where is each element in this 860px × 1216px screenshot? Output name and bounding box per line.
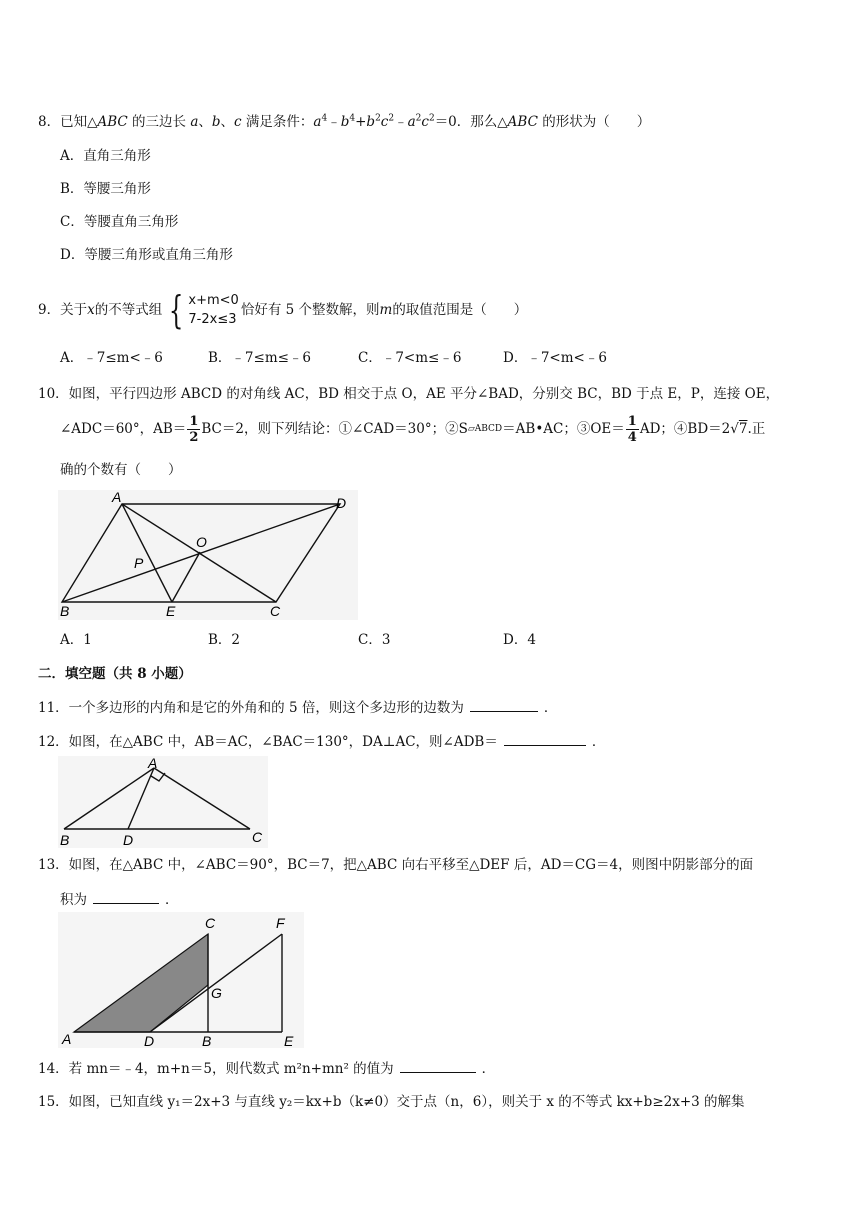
q8-option-b: B．等腰三角形: [60, 181, 151, 197]
question-14: [38, 1058, 495, 1079]
q10-fraction-half: $\frac{1}{2}$: [189, 413, 199, 445]
question-15: 15．如图，已知直线 y₁＝2x+3 与直线 y₂＝kx+b（k≠0）交于点（n，6），则关于 x 的不等式 kx+b≥2x+3 的解集: [38, 1094, 745, 1110]
q9-inequality-1: x+m<0: [188, 293, 239, 308]
q9-m: m: [379, 302, 393, 318]
q10-option-d: D．4: [503, 632, 536, 648]
q9-text: 9．关于: [38, 302, 88, 318]
section-title: 二．填空题（共 8 小题）: [38, 666, 192, 682]
label-g: G: [211, 985, 222, 1001]
q12-text: 12．如图，在△ABC 中，AB＝AC，∠BAC＝130°，DA⊥AC，则∠ADB＝: [38, 734, 498, 750]
question-13-line2: [60, 889, 179, 910]
q9-inequality-2: 7-2x≤3: [188, 312, 237, 327]
q8-text: 的三边长: [127, 114, 191, 130]
question-11: [38, 697, 557, 718]
q10-text: ＝AB•AC；③OE＝: [502, 421, 625, 437]
question-8-stem: [38, 112, 650, 132]
q8-a: a: [190, 114, 199, 130]
q9-option-b: B．﹣7≤m≤﹣6: [208, 350, 312, 366]
q10-text: .正: [747, 421, 766, 437]
q10-text: AD；④BD＝2: [639, 421, 731, 437]
answer-blank: [470, 697, 538, 712]
q8-formula: $a^4﹣b^4+b^2c^2﹣a^2c^2=0$: [313, 113, 457, 130]
q9-option-a: A．﹣7≤m<﹣6: [60, 350, 163, 366]
q9-x: x: [87, 302, 95, 318]
q11-tail: ．: [543, 700, 558, 716]
q14-tail: ．: [481, 1061, 496, 1077]
q10-text: BC＝2，则下列结论：①∠CAD＝30°；②S: [201, 421, 468, 437]
q8-sep: 、: [220, 114, 235, 130]
q8-text: 8．已知△: [38, 114, 98, 130]
q10-option-c: C．3: [358, 632, 391, 648]
q10-option-a: A．1: [60, 632, 92, 648]
label-a: A: [148, 756, 158, 771]
q8-sep: 、: [198, 114, 212, 130]
q8-abc: ABC: [97, 114, 128, 130]
parallelogram-figure: [58, 490, 358, 620]
label-c: C: [270, 603, 281, 619]
q8-abc: ABC: [507, 114, 538, 130]
question-10-line1: 10．如图，平行四边形 ABCD 的对角线 AC，BD 相交于点 O，AE 平分∠BAD，分别交 BC，BD 于点 E，P，连接 OE，: [38, 386, 780, 402]
label-c: C: [205, 915, 216, 931]
q9-text: 的不等式组: [94, 302, 163, 318]
q8-text: ．那么△: [456, 114, 508, 130]
label-e: E: [166, 603, 176, 619]
label-f: F: [276, 915, 285, 931]
q9-option-c: C．﹣7<m≤﹣6: [358, 350, 462, 366]
q8-text: 的形状为（ ）: [537, 114, 651, 130]
question-10-line3: 确的个数有（ ）: [60, 462, 182, 478]
brace-icon: {: [169, 288, 184, 332]
q10-sqrt-value: 7: [738, 421, 748, 437]
label-a: A: [112, 490, 122, 505]
q8-option-d: D．等腰三角形或直角三角形: [60, 247, 233, 263]
label-b: B: [60, 832, 70, 848]
q13-text: 积为: [60, 892, 87, 908]
q8-option-c: C．等腰直角三角形: [60, 214, 179, 230]
label-e: E: [284, 1033, 294, 1048]
label-d: D: [144, 1033, 155, 1048]
q9-text: 恰好有 5 个整数解，则: [240, 302, 380, 318]
answer-blank: [400, 1058, 476, 1073]
q10-text: ∠ADC＝60°，AB＝: [60, 421, 187, 437]
label-o: O: [196, 534, 207, 550]
q9-text: 的取值范围是（ ）: [392, 302, 528, 318]
label-p: P: [134, 555, 144, 571]
q9-inequality-system: [164, 288, 239, 332]
label-b: B: [60, 603, 70, 619]
question-9-stem: [38, 288, 527, 332]
q8-b: b: [211, 114, 221, 130]
answer-blank: [93, 889, 159, 904]
label-c: C: [252, 829, 263, 845]
question-12: [38, 731, 605, 752]
label-d: D: [336, 495, 347, 511]
q14-text: 14．若 mn＝﹣4，m+n＝5，则代数式 m²n+mn² 的值为: [38, 1061, 394, 1077]
question-10-line2: ∠ADC＝60°，AB＝ $\frac{1}{2}$ BC＝2，则下列结论：①∠CAD＝30°；②S ▱ABCD ＝AB•AC；③OE＝ $\frac{1}{4}$ AD；④BD＝2 √ 7 .正: [60, 413, 766, 445]
label-d: D: [123, 832, 134, 848]
label-b: B: [202, 1033, 212, 1048]
question-13-line1: 13．如图，在△ABC 中，∠ABC＝90°，BC＝7，把△ABC 向右平移至△DEF 后，AD＝CG＝4，则图中阴影部分的面: [38, 857, 754, 873]
q8-option-a: A．直角三角形: [60, 148, 151, 164]
q11-text: 11．一个多边形的内角和是它的外角和的 5 倍，则这个多边形的边数为: [38, 700, 464, 716]
answer-blank: [504, 731, 586, 746]
q10-fraction-quarter: $\frac{1}{4}$: [627, 413, 637, 445]
translated-triangles-figure: [58, 912, 304, 1048]
label-a: A: [62, 1031, 72, 1047]
q12-tail: ．: [591, 734, 606, 750]
q9-option-d: D．﹣7<m<﹣6: [503, 350, 607, 366]
q13-tail: ．: [165, 892, 179, 908]
q10-option-b: B．2: [208, 632, 241, 648]
isosceles-triangle-figure: [58, 756, 268, 848]
q8-text: 满足条件：: [241, 114, 314, 130]
sqrt-icon: √: [730, 421, 739, 437]
q8-c: c: [234, 114, 242, 130]
